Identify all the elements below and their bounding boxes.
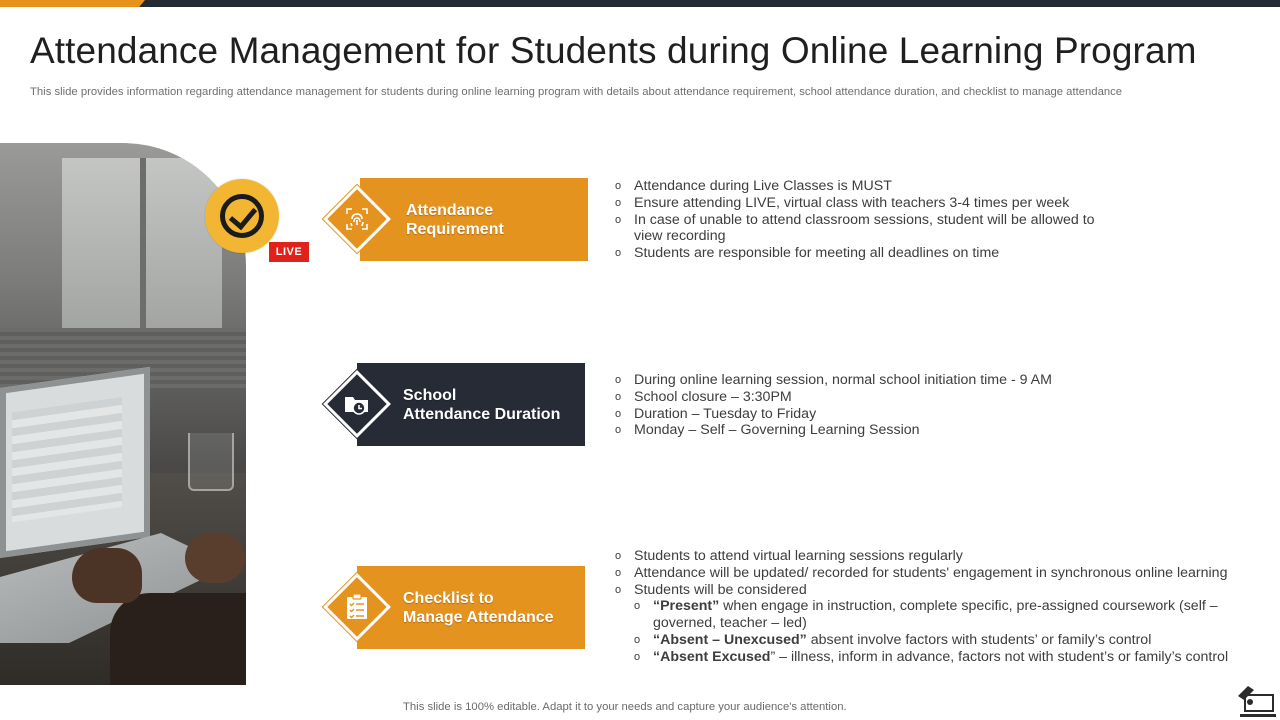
- sub-list-item-absent-unexcused: [615, 632, 1255, 649]
- list-item: o Ensure attending LIVE, virtual class with teachers 3-4 times per week: [615, 195, 1135, 212]
- footer-note: This slide is 100% editable. Adapt it to your needs and capture your audience's attention.: [403, 701, 847, 713]
- folder-clock-icon: [342, 389, 372, 419]
- list-item: o Monday – Self – Governing Learning Session: [615, 422, 1135, 439]
- sub-list-item-present: [615, 598, 1255, 615]
- list-item: o Duration – Tuesday to Friday: [615, 406, 1135, 423]
- list-item: o Students will be considered: [615, 582, 1255, 599]
- laptop-learning-icon: [1236, 684, 1276, 718]
- card-school-attendance-duration: [357, 363, 585, 446]
- list-item: o In case of unable to attend classroom sessions, student will be allowed to: [615, 212, 1135, 229]
- checkmark-badge-icon: [205, 179, 279, 253]
- top-bar-accent: [0, 0, 145, 7]
- card-label-line1: Checklist to: [403, 589, 494, 607]
- card-attendance-requirement: [360, 178, 588, 261]
- card-label-line1: School: [403, 386, 457, 404]
- sub-item-term: “Absent Excused: [653, 648, 771, 665]
- clipboard-checklist-icon: [342, 592, 372, 622]
- attendance-requirement-list: [615, 178, 1135, 262]
- photo-hand-right: [185, 533, 245, 583]
- card-label-line2: Requirement: [406, 220, 504, 238]
- photo-sleeve: [110, 593, 246, 685]
- photo-laptop-screen: [0, 367, 150, 558]
- photo-window-frame: [140, 158, 146, 328]
- photo-glass: [188, 433, 234, 491]
- list-item: o Students to attend virtual learning sessions regularly: [615, 548, 1255, 565]
- card-label-line2: Attendance Duration: [403, 405, 561, 423]
- list-item: o Attendance will be updated/ recorded for students' engagement in synchronous online learning: [615, 565, 1255, 582]
- top-bar: [0, 0, 1280, 7]
- list-item: o Attendance during Live Classes is MUST: [615, 178, 1135, 195]
- card-checklist-manage-attendance: [357, 566, 585, 649]
- list-item-continuation: view recording: [634, 228, 726, 245]
- sub-item-text: ” – illness, inform in advance, factors not with student’s or family’s control: [770, 648, 1229, 665]
- list-item: o During online learning session, normal school initiation time - 9 AM: [615, 372, 1135, 389]
- page-title: Attendance Management for Students during Online Learning Program: [30, 30, 1197, 71]
- sub-item-term: “Absent – Unexcused”: [653, 631, 807, 648]
- fingerprint-icon: [342, 204, 372, 234]
- photo-hand-left: [72, 548, 142, 603]
- sub-item-term: “Present”: [653, 598, 720, 615]
- attendance-duration-list: [615, 372, 1135, 439]
- sub-item-text: when engage in instruction, complete specific, pre-assigned coursework (self –: [719, 598, 1218, 615]
- live-badge: LIVE: [269, 242, 309, 262]
- sub-list-item-continuation: governed, teacher – led): [653, 615, 807, 632]
- sub-list-item-absent-excused: [615, 649, 1255, 666]
- card-label-line2: Manage Attendance: [403, 608, 554, 626]
- checklist-list: [615, 548, 1255, 666]
- sub-item-text: absent involve factors with students’ or family’s control: [806, 631, 1152, 648]
- list-item: o School closure – 3:30PM: [615, 389, 1135, 406]
- card-label-line1: Attendance: [406, 201, 494, 219]
- list-item: o Students are responsible for meeting all deadlines on time: [615, 245, 1135, 262]
- page-subtitle: This slide provides information regarding attendance management for students during online learning program with details about attendance requirement, school attendance duration, and checklist to manage attendance: [30, 86, 1123, 98]
